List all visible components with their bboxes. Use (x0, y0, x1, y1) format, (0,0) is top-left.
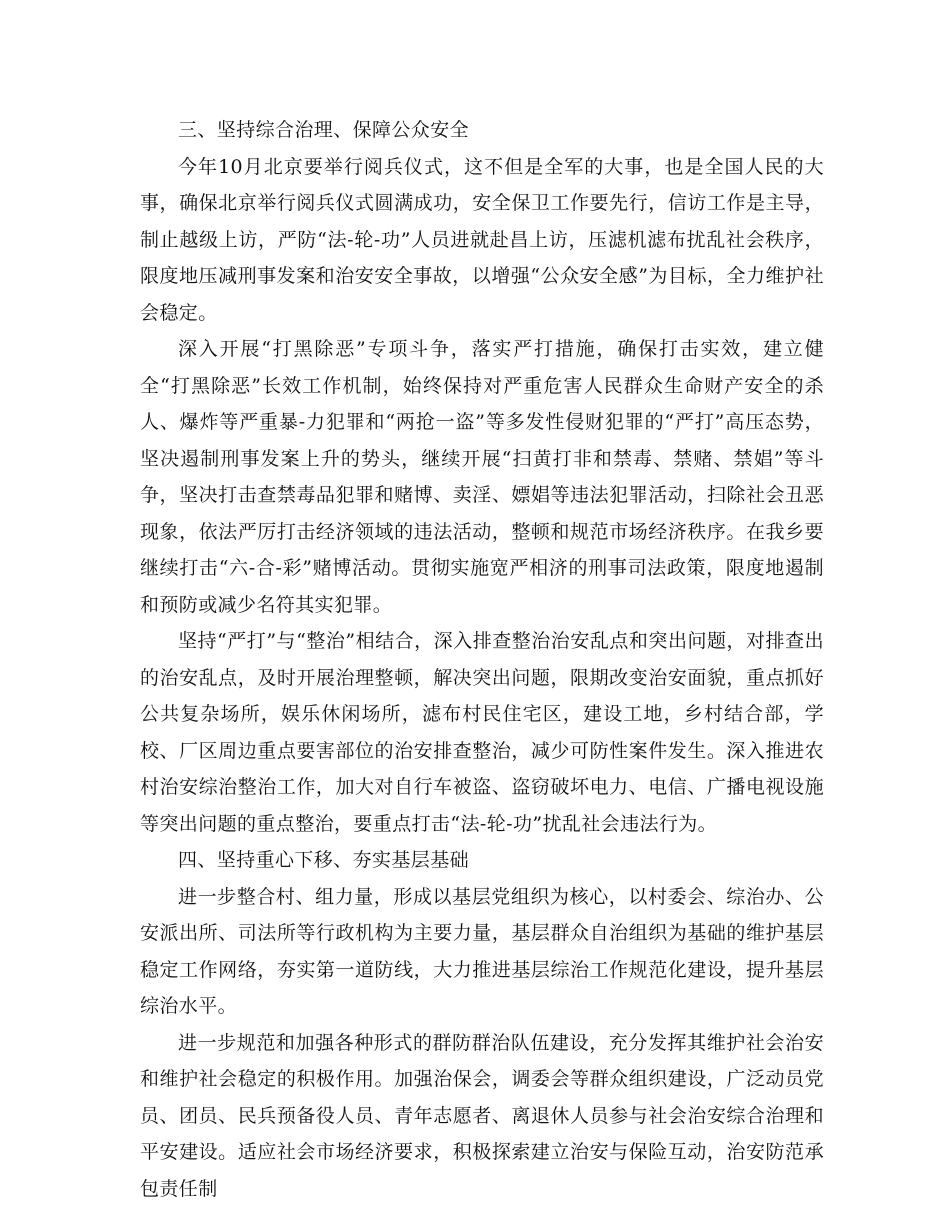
paragraph-strike-and-rectify: 坚持“严打”与“整治”相结合，深入排查整治治安乱点和突出问题，对排查出的治安乱点，及时开展治理整顿，解决突出问题，限期改变治安面貌，重点抓好公共复杂场所，娱乐休闲场所，滤布村民住宅区，建设工地，乡村结合部，学校、厂区周边重点要害部位的治安排查整治，减少可防性案件发生。深入推进农村治安综治整治工作，加大对自行车被盗、盗窃破坏电力、电信、广播电视设施等突出问题的重点整治，要重点打击“法-轮-功”扰乱社会违法行为。 (140, 630, 824, 835)
section-heading-4: 四、坚持重心下移、夯实基层基础 (178, 849, 470, 871)
paragraph-anti-crime-campaign: 深入开展“打黑除恶”专项斗争，落实严打措施，确保打击实效，建立健全“打黑除恶”长效工作机制，始终保持对严重危害人民群众生命财产安全的杀人、爆炸等严重暴-力犯罪和“两抢一盗”等多发性侵财犯罪的“严打”高压态势，坚决遏制刑事发案上升的势头，继续开展“扫黄打非和禁毒、禁赌、禁娼”等斗争，坚决打击查禁毒品犯罪和赌博、卖淫、嫖娼等违法犯罪活动，扫除社会丑恶现象，依法严厉打击经济领域的违法活动，整顿和规范市场经济秩序。在我乡要继续打击“六-合-彩”赌博活动。贯彻实施宽严相济的刑事司法政策，限度地遏制和预防或减少名符其实犯罪。 (140, 338, 824, 616)
document-body (140, 112, 824, 1207)
section-heading-3: 三、坚持综合治理、保障公众安全 (178, 119, 470, 141)
paragraph-grassroots-network: 进一步整合村、组力量，形成以基层党组织为核心，以村委会、综治办、公安派出所、司法所等行政机构为主要力量，基层群众自治组织为基础的维护基层稳定工作网络，夯实第一道防线，大力推进基层综治工作规范化建设，提升基层综治水平。 (140, 885, 824, 1017)
paragraph-mass-prevention-teams: 进一步规范和加强各种形式的群防群治队伍建设，充分发挥其维护社会治安和维护社会稳定的积极作用。加强治保会，调委会等群众组织建设，广泛动员党员、团员、民兵预备役人员、青年志愿者、离退休人员参与社会治安综合治理和平安建设。适应社会市场经济要求，积极探索建立治安与保险互动，治安防范承包责任制 (140, 1031, 824, 1200)
paragraph-parade-security: 今年10月北京要举行阅兵仪式，这不但是全军的大事，也是全国人民的大事，确保北京举行阅兵仪式圆满成功，安全保卫工作要先行，信访工作是主导，制止越级上访，严防“法-轮-功”人员进就赴昌上访，压滤机滤布扰乱社会秩序，限度地压减刑事发案和治安安全事故，以增强“公众安全感”为目标，全力维护社会稳定。 (140, 155, 824, 324)
